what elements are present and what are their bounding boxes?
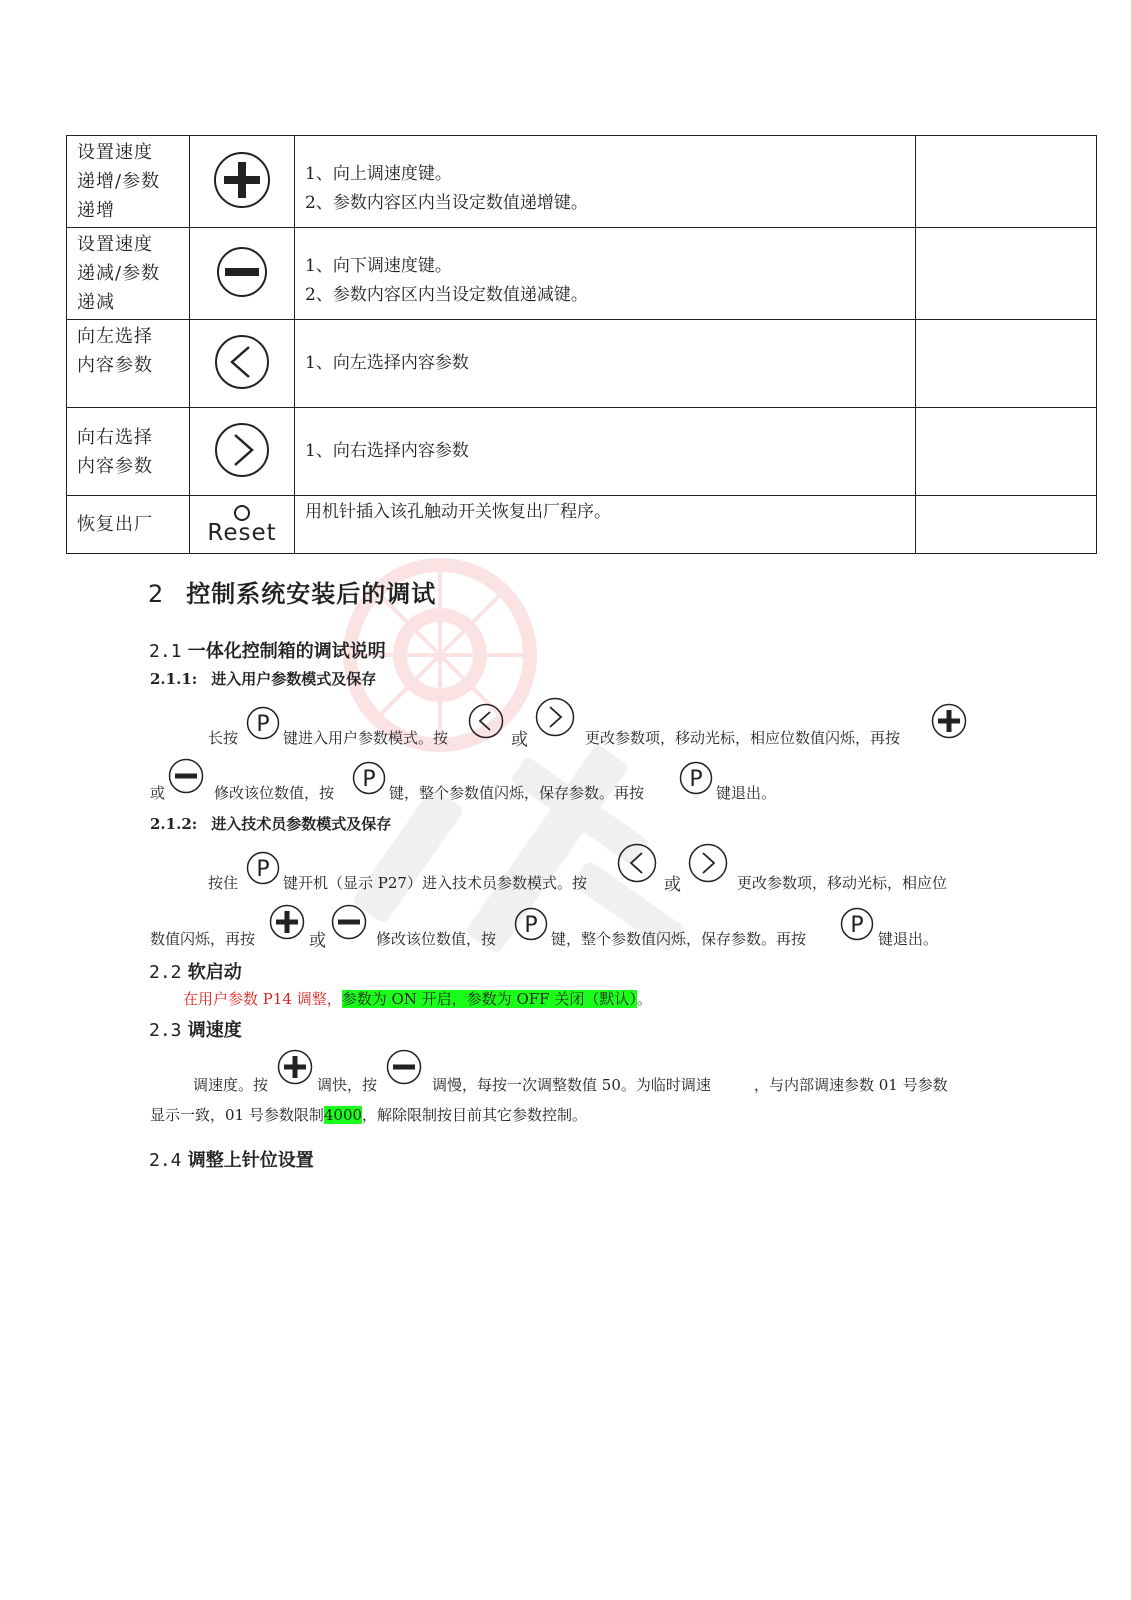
right-arrow-circle-icon	[535, 697, 575, 737]
svg-text:P: P	[524, 913, 538, 938]
note-cell	[916, 408, 1097, 496]
right-arrow-circle-icon	[688, 843, 728, 883]
key-name-cell: 设置速度 递减/参数 递减	[67, 228, 190, 320]
svg-text:P: P	[256, 712, 270, 737]
p-key-icon	[352, 761, 386, 795]
right-arrow-circle-icon	[214, 422, 270, 478]
minus-circle-icon	[168, 758, 204, 794]
left-arrow-circle-icon	[468, 703, 504, 739]
left-arrow-circle-icon	[214, 334, 270, 390]
left-arrow-circle-icon	[617, 843, 657, 883]
p-key-icon	[514, 907, 548, 941]
section-2-3-heading: 2.3 调速度	[149, 1020, 242, 1041]
key-name-cell: 设置速度 递增/参数 递增	[67, 136, 190, 228]
p-key-icon	[246, 706, 280, 740]
table-row	[67, 320, 1097, 408]
table-row	[67, 228, 1097, 320]
section-2-2-heading: 2.2 软启动	[149, 962, 242, 983]
speed-limit-text: 显示一致，01 号参数限制4000，解除限制按目前其它参数控制。	[150, 1106, 588, 1124]
note-cell	[916, 496, 1097, 554]
section-2-heading: 2 控制系统安装后的调试	[148, 580, 437, 608]
section-2-1-1-heading: 2.1.1: 进入用户参数模式及保存	[150, 670, 377, 688]
p-key-icon	[840, 907, 874, 941]
note-cell	[916, 320, 1097, 408]
note-cell	[916, 136, 1097, 228]
key-desc-cell: 用机针插入该孔触动开关恢复出厂程序。	[295, 496, 916, 554]
plus-circle-icon	[269, 904, 305, 940]
key-function-table	[66, 135, 1097, 554]
section-2-1-heading: 2.1 一体化控制箱的调试说明	[149, 641, 386, 662]
note-cell	[916, 228, 1097, 320]
p-key-icon	[679, 761, 713, 795]
key-desc-cell: 1、向下调速度键。 2、参数内容区内当设定数值递减键。	[295, 228, 916, 320]
key-name-cell: 向左选择 内容参数	[67, 320, 190, 408]
key-name-cell: 向右选择 内容参数	[67, 408, 190, 496]
svg-text:P: P	[689, 767, 703, 792]
plus-circle-icon	[931, 703, 967, 739]
soft-start-text: 在用户参数 P14 调整，参数为 ON 开启，参数为 OFF 关闭（默认）。	[183, 990, 652, 1008]
section-2-4-heading: 2.4 调整上针位设置	[149, 1150, 314, 1171]
minus-circle-icon	[331, 904, 367, 940]
svg-text:P: P	[850, 913, 864, 938]
key-name-cell: 恢复出厂	[67, 496, 190, 554]
minus-circle-icon	[216, 246, 268, 298]
plus-circle-icon	[213, 151, 271, 209]
minus-circle-icon	[386, 1049, 422, 1085]
svg-text:P: P	[256, 857, 270, 882]
key-desc-cell: 1、向左选择内容参数	[295, 320, 916, 408]
table-row	[67, 408, 1097, 496]
section-2-1-2-heading: 2.1.2: 进入技术员参数模式及保存	[150, 815, 392, 833]
plus-circle-icon	[277, 1049, 313, 1085]
table-row	[67, 496, 1097, 554]
reset-hole-icon: Reset	[207, 505, 276, 545]
table-row	[67, 136, 1097, 228]
key-desc-cell: 1、向上调速度键。 2、参数内容区内当设定数值递增键。	[295, 136, 916, 228]
p-key-icon	[246, 851, 280, 885]
key-desc-cell: 1、向右选择内容参数	[295, 408, 916, 496]
svg-text:P: P	[362, 767, 376, 792]
